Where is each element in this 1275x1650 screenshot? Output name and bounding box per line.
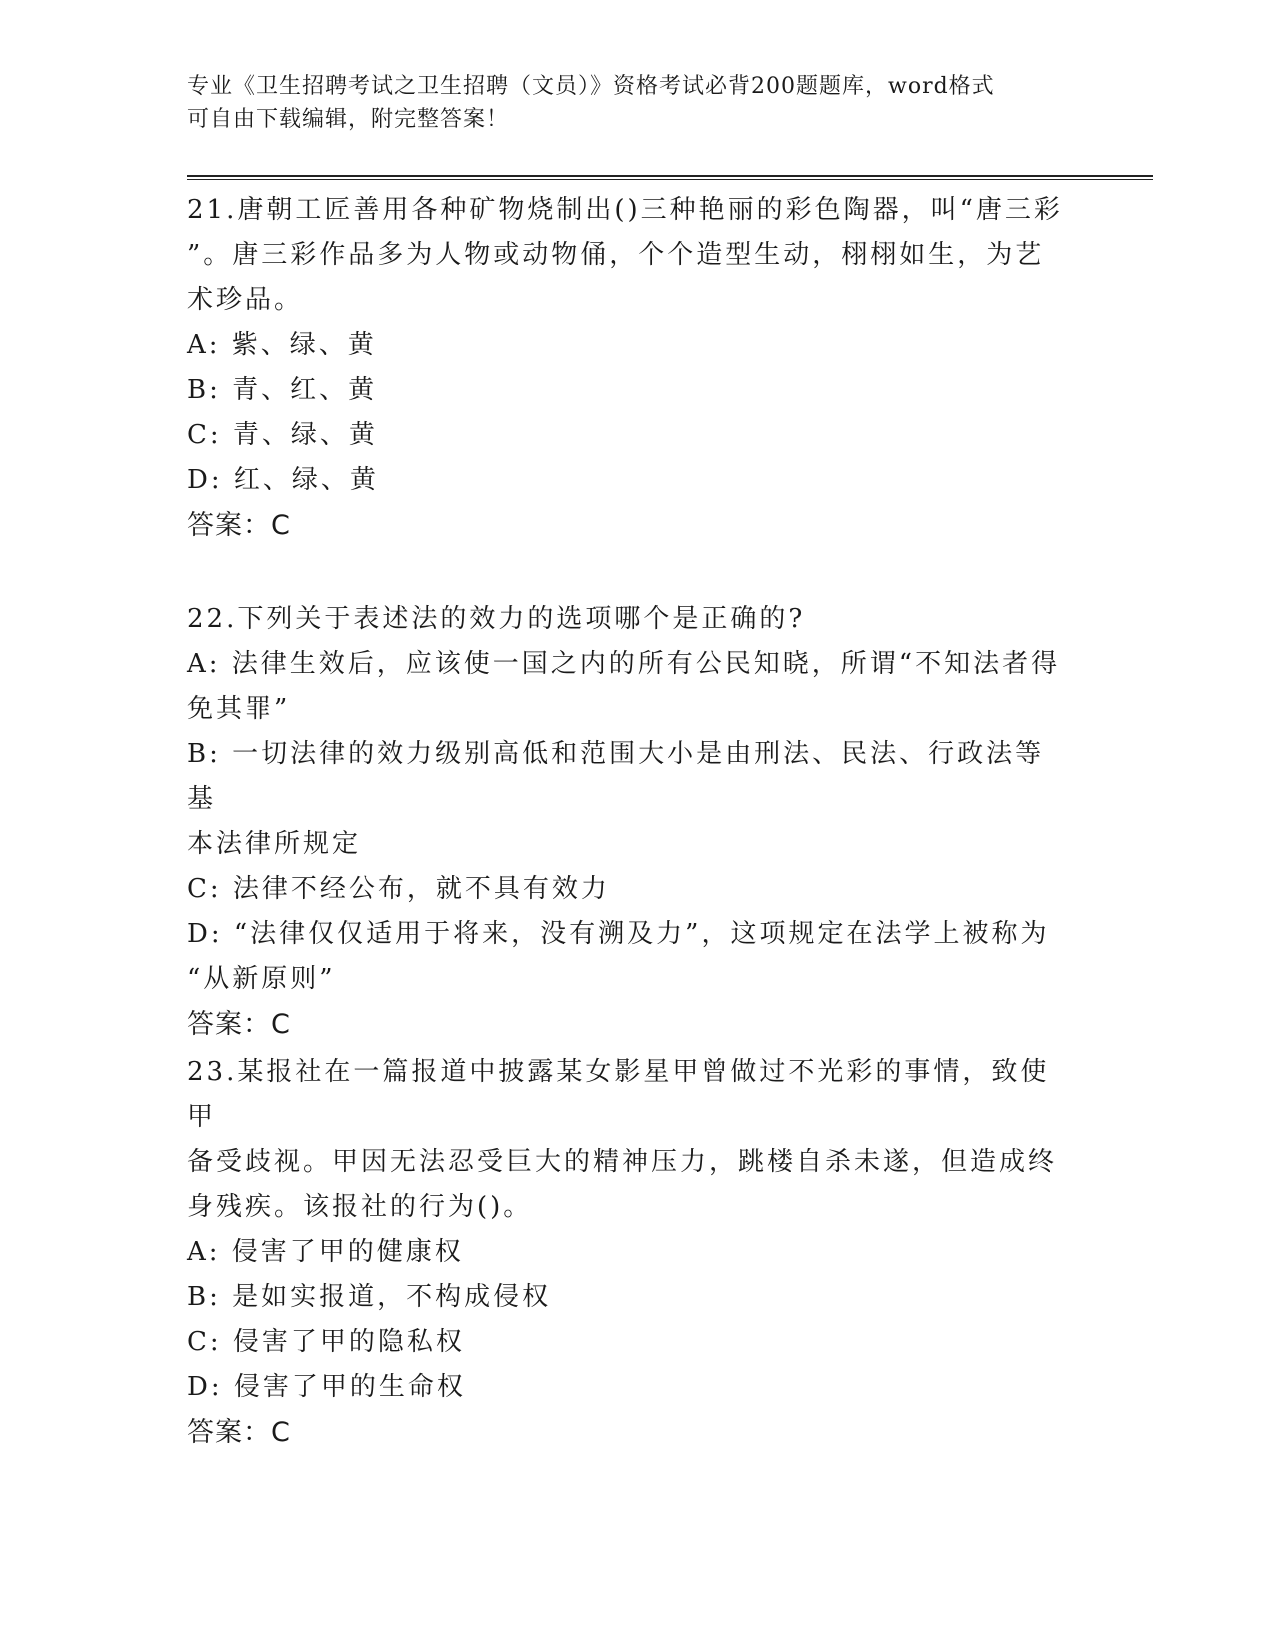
- option-a: A: 侵害了甲的健康权: [187, 1237, 464, 1267]
- question-text-line: 21.唐朝工匠善用各种矿物烧制出()三种艳丽的彩色陶器，叫“唐三彩: [187, 195, 1063, 225]
- option-b: B: 是如实报道，不构成侵权: [187, 1282, 552, 1312]
- question-text-line: 备受歧视。甲因无法忍受巨大的精神压力，跳楼自杀未遂，但造成终: [187, 1147, 1058, 1177]
- question-text-line: 23.某报社在一篇报道中披露某女影星甲曾做过不光彩的事情，致使甲: [187, 1057, 1050, 1132]
- header-line-2: 可自由下载编辑，附完整答案！: [187, 107, 510, 132]
- answer-line: 答案：C: [187, 1417, 291, 1448]
- header-line-1: 专业《卫生招聘考试之卫生招聘（文员）》资格考试必背200题题库，word格式: [187, 74, 995, 99]
- option-d-continued: “从新原则”: [187, 964, 336, 994]
- option-b: B: 一切法律的效力级别高低和范围大小是由刑法、民法、行政法等基: [187, 739, 1045, 814]
- question-22: [187, 597, 1067, 1048]
- option-c: C: 侵害了甲的隐私权: [187, 1327, 465, 1357]
- question-text-line: ”。唐三彩作品多为人物或动物俑，个个造型生动，栩栩如生，为艺: [187, 240, 1045, 270]
- header-divider: [187, 175, 1153, 180]
- option-d: D: 红、绿、黄: [187, 465, 379, 495]
- option-a: A: 紫、绿、黄: [187, 330, 377, 360]
- question-23: [187, 1050, 1067, 1456]
- question-text-line: 身残疾。该报社的行为()。: [187, 1192, 533, 1222]
- option-c: C: 法律不经公布，就不具有效力: [187, 874, 610, 904]
- question-text-line: 22.下列关于表述法的效力的选项哪个是正确的?: [187, 604, 806, 634]
- option-d: D: “法律仅仅适用于将来，没有溯及力”，这项规定在法学上被称为: [187, 919, 1050, 949]
- answer-line: 答案：C: [187, 510, 291, 541]
- question-text-line: 术珍品。: [187, 285, 304, 315]
- option-d: D: 侵害了甲的生命权: [187, 1372, 466, 1402]
- question-21: [187, 188, 1067, 549]
- option-c: C: 青、绿、黄: [187, 420, 378, 450]
- option-a: A: 法律生效后，应该使一国之内的所有公民知晓，所谓“不知法者得: [187, 649, 1061, 679]
- option-b-continued: 本法律所规定: [187, 829, 362, 859]
- document-header: [187, 70, 1067, 136]
- option-a-continued: 免其罪”: [187, 694, 291, 724]
- option-b: B: 青、红、黄: [187, 375, 378, 405]
- answer-line: 答案：C: [187, 1009, 291, 1040]
